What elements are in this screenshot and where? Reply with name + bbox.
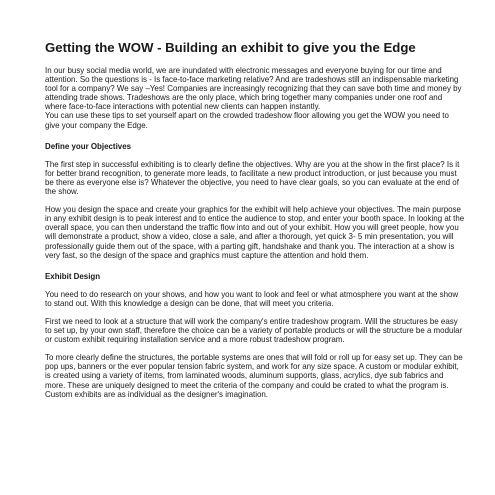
intro-paragraph: In our busy social media world, we are inundated with electronic messages and everyone buying for our time and attention. So the questions is - Is face-to-face marketing relative? And are tradeshows still an indispensable marketing tool for a company? We say –Yes! Companies are increasingly recognizing that they can save both time and money by attending trade shows. Tradeshows are the only place, which bring together many companies under one roof and where face-to-face interactions with potential new clients can happen instantly. [45,66,462,112]
objectives-paragraph-2: How you design the space and create your graphics for the exhibit will help achieve your objectives. The main purpose in any exhibit design is to peak interest and to entice the audience to stop, and enter your booth space. In looking at the overall space, you can then understand the traffic flow into and out of your exhibit. How you will greet people, how you will demonstrate a product, show a video, close a sale, and after a thorough, yet quick 3- 5 min presentation, you will professionally guide them out of the space, with a parting gift, handshake and thank you. The interaction at a show is very fast, so the design of the space and graphics must capture the attention and hold them. [45,205,465,260]
exhibit-design-paragraph-1: You need to do research on your shows, and how you want to look and feel or what atmosphere you want at the show to stand out. With this knowledge a design can be done, that will meet you criteria. [45,289,459,308]
exhibit-design-paragraph-2: First we need to look at a structure that will work the company's entire tradeshow program. Will the structures be easy to set up, by your own staff, therefore the choice can be a variety of portable products or will the structure be a modular or custom exhibit requiring installation service and a more robust tradeshow program. [45,316,463,345]
intro-tail-paragraph: You can use these tips to set yourself apart on the crowded tradeshow floor allowing you get the WOW you need to give your company the Edge. [45,111,449,130]
page-title: Getting the WOW - Building an exhibit to give you the Edge [45,40,416,55]
exhibit-design-paragraph-3: To more clearly define the structures, the portable systems are ones that will fold or roll up for easy set up. They can be pop ups, banners or the ever popular tension fabric system, and work for any size space. A custom or modular exhibit, is created using a variety of items, from laminated woods, aluminum supports, glass, acrylics, dye sub fabrics and more. These are uniquely designed to meet the criteria of the company and could be crated to what the program is. Custom exhibits are as individual as the designer's imagination. [45,353,463,399]
document-page [45,40,465,399]
objectives-paragraph-1: The first step in successful exhibiting is to clearly define the objectives. Why are you at the show in the first place? Is it for better brand recognition, to generate more leads, to facilitate a new product introduction, or just because you must be there as everyone else is? Whatever the objective, you need to have clear goals, so you can evaluate at the end of the show. [45,159,460,197]
section-heading-exhibit-design: Exhibit Design [45,271,101,281]
section-heading-objectives: Define your Objectives [45,141,132,151]
